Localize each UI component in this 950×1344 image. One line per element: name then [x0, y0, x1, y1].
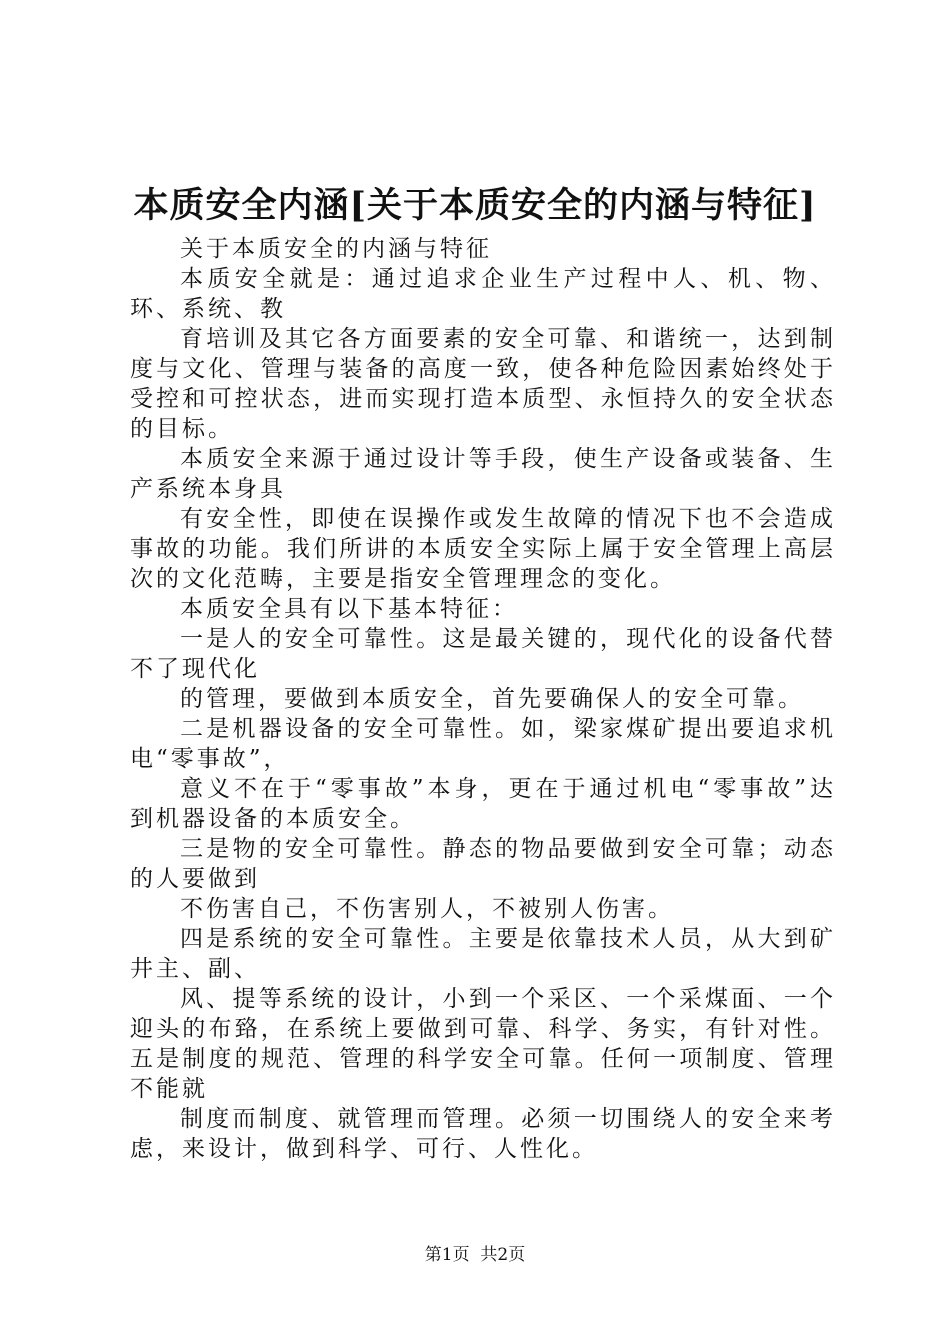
paragraph: 不伤害自己，不伤害别人，不被别人伤害。 [180, 896, 674, 922]
paragraph: 二是机器设备的安全可靠性。如，梁家煤矿提出要追求机电“零事故”， [130, 716, 836, 772]
paragraph: 有安全性，即使在误操作或发生故障的情况下也不会造成事故的功能。我们所讲的本质安全实际上属于安全管理上高层次的文化范畴，主要是指安全管理理念的变化。 [130, 506, 836, 592]
paragraph: 四是系统的安全可靠性。主要是依靠技术人员，从大到矿井主、副、 [130, 926, 836, 982]
paragraph: 一是人的安全可靠性。这是最关键的，现代化的设备代替不了现代化 [130, 626, 836, 682]
paragraph: 本质安全就是：通过追求企业生产过程中人、机、物、环、系统、教 [130, 266, 836, 322]
document-body [130, 234, 836, 1164]
document-title: 本质安全内涵[关于本质安全的内涵与特征] [133, 185, 817, 226]
paragraph: 育培训及其它各方面要素的安全可靠、和谐统一，达到制度与文化、管理与装备的高度一致，使各种危险因素始终处于受控和可控状态，进而实现打造本质型、永恒持久的安全状态的目标。 [130, 326, 836, 442]
paragraph: 本质安全来源于通过设计等手段，使生产设备或装备、生产系统本身具 [130, 446, 836, 502]
paragraph: 关于本质安全的内涵与特征 [180, 236, 492, 262]
paragraph: 本质安全具有以下基本特征： [180, 596, 518, 622]
paragraph: 意义不在于“零事故”本身，更在于通过机电“零事故”达到机器设备的本质安全。 [130, 776, 836, 832]
paragraph: 制度而制度、就管理而管理。必须一切围绕人的安全来考虑，来设计，做到科学、可行、人性化。 [130, 1106, 836, 1162]
paragraph: 风、提等系统的设计，小到一个采区、一个采煤面、一个迎头的布臵，在系统上要做到可靠、科学、务实，有针对性。五是制度的规范、管理的科学安全可靠。任何一项制度、管理不能就 [130, 986, 836, 1102]
paragraph: 的管理，要做到本质安全，首先要确保人的安全可靠。 [180, 686, 804, 712]
page-number-footer: 第1页 共2页 [424, 1245, 526, 1265]
paragraph: 三是物的安全可靠性。静态的物品要做到安全可靠；动态的人要做到 [130, 836, 836, 892]
